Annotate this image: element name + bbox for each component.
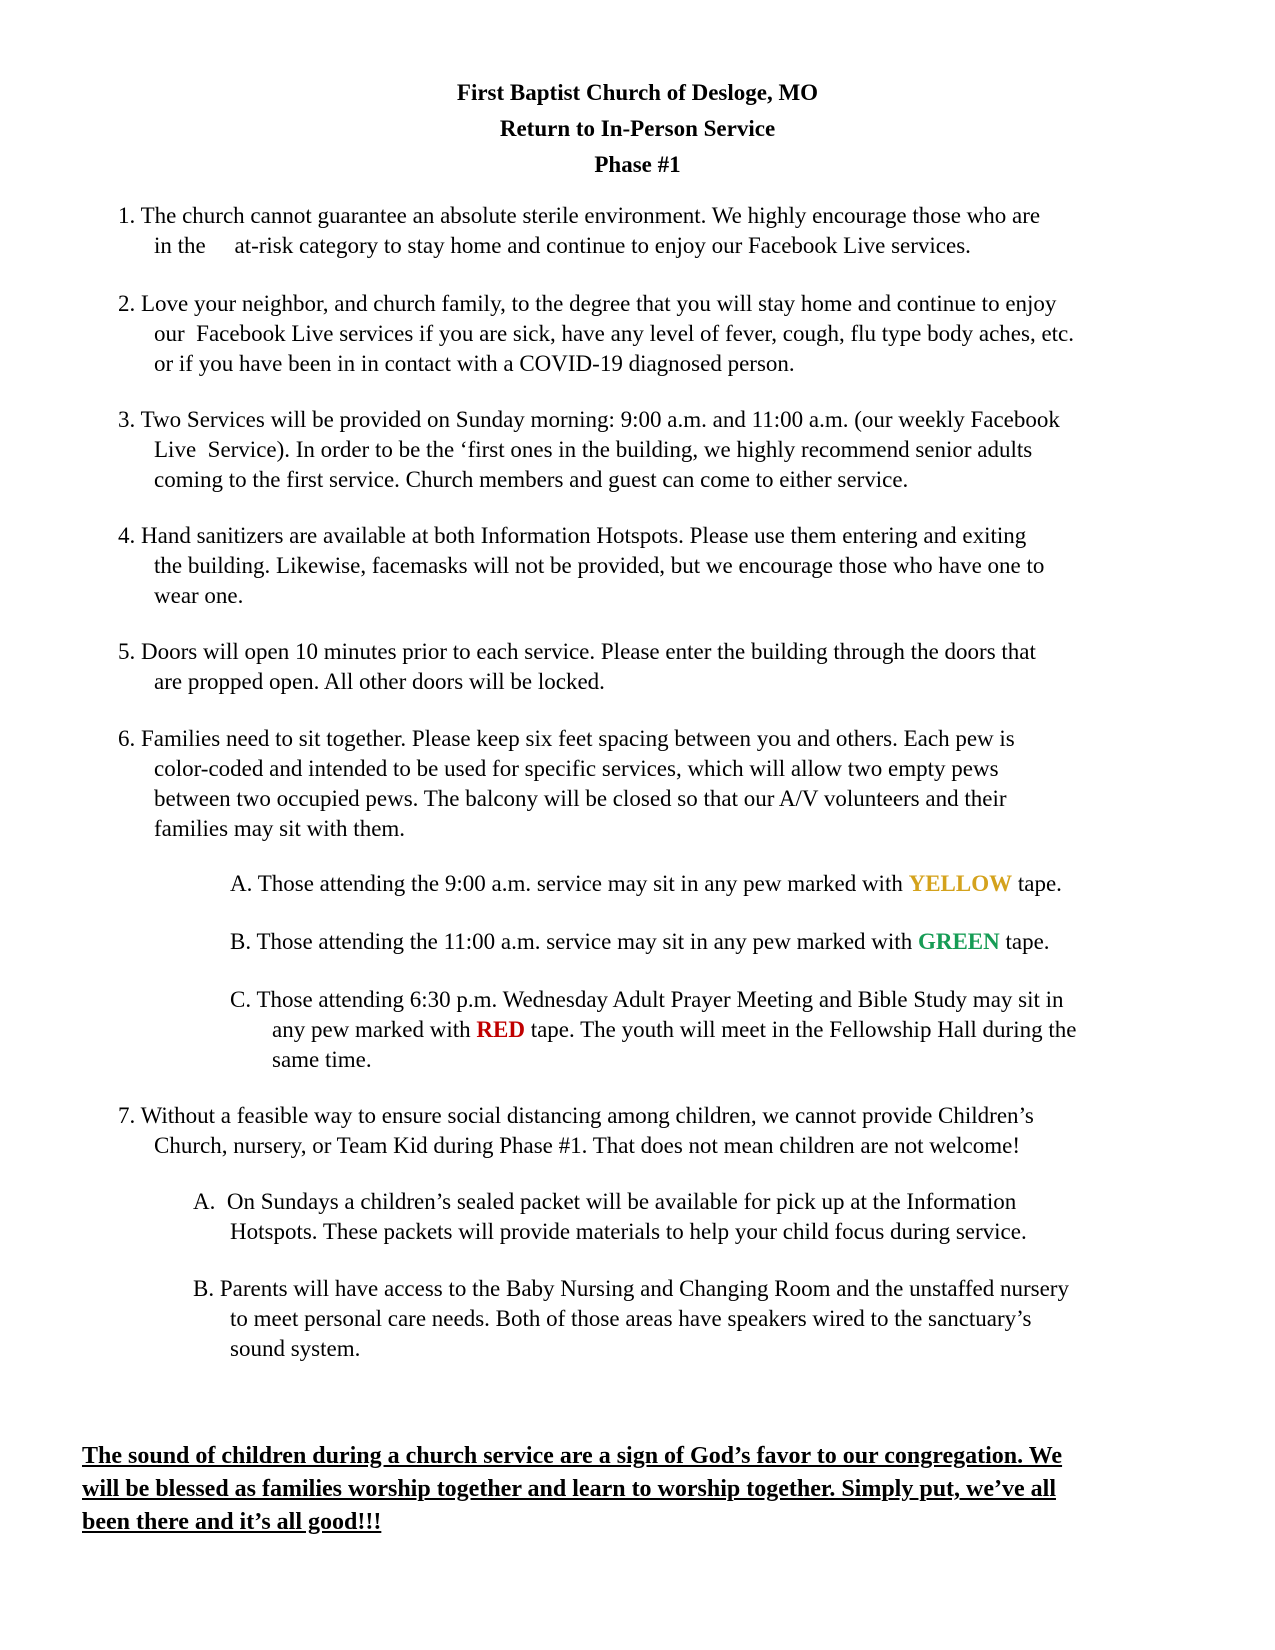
closing-line: The sound of children during a church service are a sign of God’s favor to our congregation. We [82, 1443, 1063, 1469]
sub-letter: B. [193, 1276, 215, 1301]
closing-statement [82, 1440, 1062, 1539]
sub-text: to meet personal care needs. Both of those areas have speakers wired to the sanctuary’s [230, 1306, 1032, 1331]
item-text: The church cannot guarantee an absolute sterile environment. We highly encourage those who are [140, 203, 1041, 228]
list-item-2 [118, 289, 1074, 379]
list-item-1 [118, 201, 1040, 261]
item-number: 5. [118, 639, 136, 664]
red-label: RED [476, 1017, 525, 1042]
sub-item-7b [193, 1274, 1069, 1364]
item-number: 4. [118, 523, 136, 548]
green-label: GREEN [917, 929, 1000, 954]
sub-text: Those attending 6:30 p.m. Wednesday Adult Prayer Meeting and Bible Study may sit in [256, 987, 1064, 1012]
sub-text: Those attending the 11:00 a.m. service may sit in any pew marked with [256, 929, 918, 954]
title-phase: Phase #1 [594, 152, 681, 177]
sub-letter: A. [230, 871, 253, 896]
list-item-5 [118, 637, 1036, 697]
item-text: wear one. [154, 583, 244, 608]
sub-letter: A. [193, 1189, 216, 1214]
sub-item-6a [230, 869, 1062, 899]
item-text: Church, nursery, or Team Kid during Phase #1. That does not mean children are not welcome! [154, 1133, 1020, 1158]
item-number: 1. [118, 203, 136, 228]
list-item-7 [118, 1101, 1034, 1161]
closing-line: been there and it’s all good!!! [82, 1509, 382, 1535]
item-text: Hand sanitizers are available at both Information Hotspots. Please use them entering and exiting [141, 523, 1027, 548]
title-return: Return to In-Person Service [499, 116, 776, 141]
sub-text: Parents will have access to the Baby Nursing and Changing Room and the unstaffed nursery [219, 1276, 1069, 1301]
sub-letter: B. [230, 929, 252, 954]
item-text: Doors will open 10 minutes prior to each service. Please enter the building through the doors that [141, 639, 1036, 664]
item-number: 3. [118, 407, 136, 432]
sub-text: tape. [999, 929, 1050, 954]
item-number: 2. [118, 291, 136, 316]
item-text: color-coded and intended to be used for specific services, which will allow two empty pews [154, 756, 999, 781]
sub-letter: C. [230, 987, 252, 1012]
item-number: 7. [118, 1103, 136, 1128]
title-church: First Baptist Church of Desloge, MO [456, 80, 819, 105]
sub-text: sound system. [230, 1336, 361, 1361]
sub-text: tape. [1012, 871, 1062, 896]
sub-item-6b [230, 927, 1050, 957]
item-text: coming to the first service. Church members and guest can come to either service. [154, 467, 909, 492]
item-text: or if you have been in in contact with a COVID-19 diagnosed person. [154, 351, 795, 376]
list-item-6 [118, 724, 1015, 844]
item-text: in the at-risk category to stay home and continue to enjoy our Facebook Live services. [154, 233, 971, 258]
closing-line: will be blessed as families worship together and learn to worship together. Simply put, we’ve all [82, 1476, 1057, 1502]
item-text: between two occupied pews. The balcony will be closed so that our A/V volunteers and their [154, 786, 1007, 811]
sub-text: same time. [272, 1047, 372, 1072]
sub-item-7a [193, 1187, 1027, 1247]
sub-text: any pew marked with [272, 1017, 477, 1042]
item-text: families may sit with them. [154, 816, 406, 841]
item-text: Two Services will be provided on Sunday morning: 9:00 a.m. and 11:00 a.m. (our weekly Facebook [140, 407, 1060, 432]
list-item-4 [118, 521, 1044, 611]
sub-text: On Sundays a children’s sealed packet will be available for pick up at the Information [226, 1189, 1017, 1214]
item-number: 6. [118, 726, 136, 751]
sub-text: tape. The youth will meet in the Fellowship Hall during the [524, 1017, 1077, 1042]
sub-item-6c [230, 985, 1076, 1075]
item-text: are propped open. All other doors will be locked. [154, 669, 605, 694]
item-text: the building. Likewise, facemasks will not be provided, but we encourage those who have one to [154, 553, 1045, 578]
item-text: Without a feasible way to ensure social distancing among children, we cannot provide Children’s [140, 1103, 1034, 1128]
yellow-label: YELLOW [908, 871, 1013, 896]
item-text: Families need to sit together. Please keep six feet spacing between you and others. Each pew is [141, 726, 1015, 751]
list-item-3 [118, 405, 1060, 495]
sub-text: Hotspots. These packets will provide materials to help your child focus during service. [230, 1219, 1027, 1244]
item-text: Live Service). In order to be the ‘first ones in the building, we highly recommend senior adults [154, 437, 1033, 462]
sub-text: Those attending the 9:00 a.m. service may sit in any pew marked with [257, 871, 909, 896]
item-text: our Facebook Live services if you are sick, have any level of fever, cough, flu type body aches, etc. [154, 321, 1075, 346]
item-text: Love your neighbor, and church family, to the degree that you will stay home and continue to enjoy [141, 291, 1057, 316]
